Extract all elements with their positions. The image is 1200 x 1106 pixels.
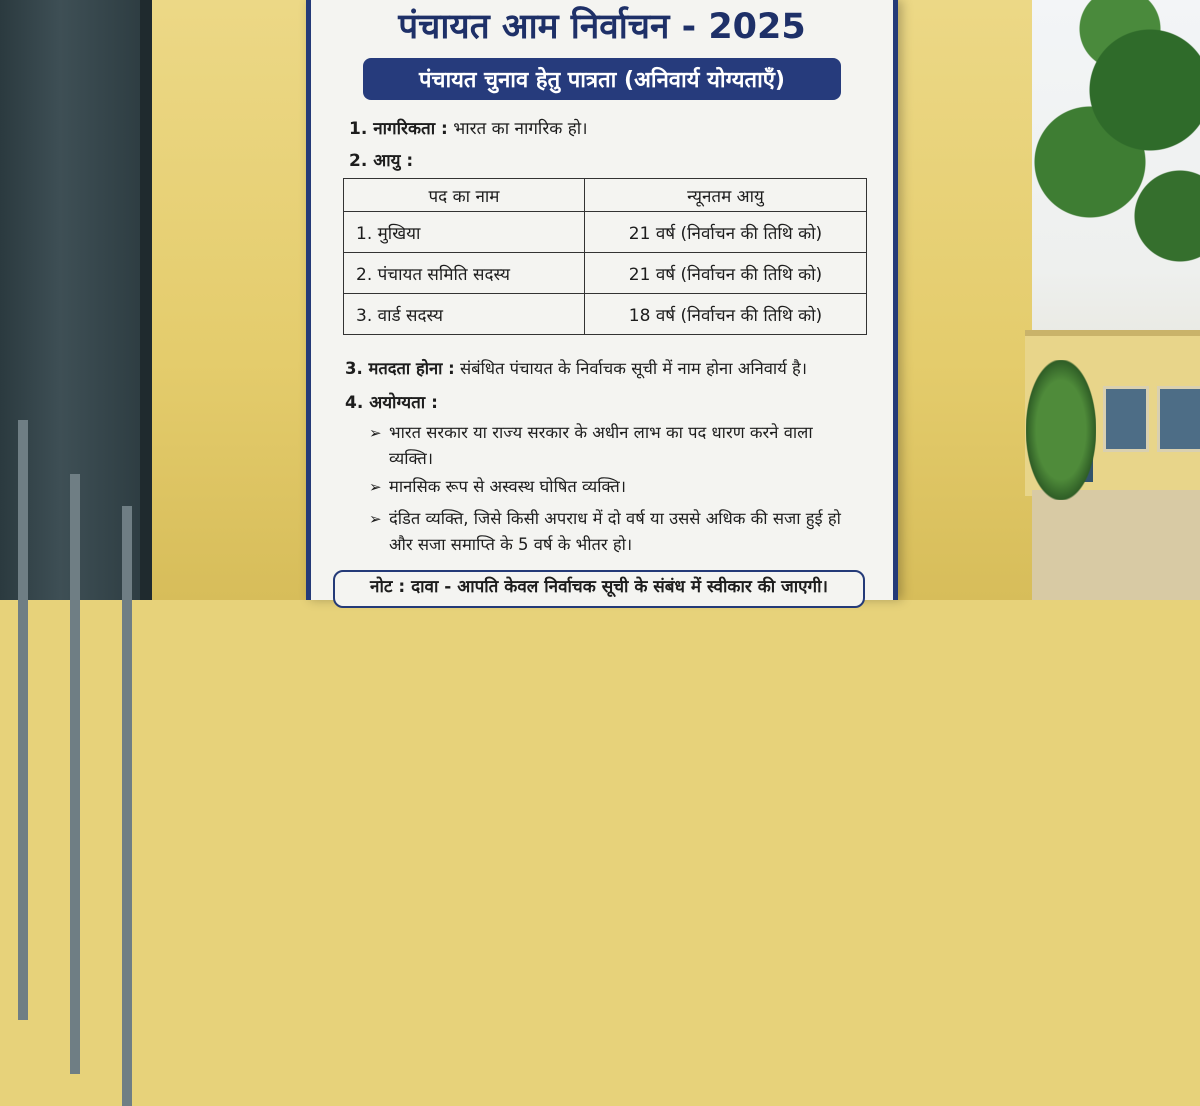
list-item-text: दंडित व्यक्ति, जिसे किसी अपराध में दो वर्ष या उससे अधिक की सजा हुई हो और सजा समाप्ति के 5 वर्ष के भीतर हो। — [389, 509, 841, 554]
age-label: 2. आयु : — [349, 151, 414, 171]
table-row — [344, 253, 867, 294]
ground — [1032, 490, 1200, 600]
citizenship-label: 1. नागरिकता : — [349, 119, 448, 139]
table-row — [344, 212, 867, 253]
building-window — [1103, 386, 1149, 452]
arrow-bullet-icon: ➢ — [369, 478, 382, 496]
list-item — [369, 474, 849, 500]
min-age: 21 वर्ष (निर्वाचन की तिथि को) — [585, 253, 867, 294]
voter-value: संबंधित पंचायत के निर्वाचक सूची में नाम होना अनिवार्य है। — [460, 359, 808, 378]
min-age: 21 वर्ष (निर्वाचन की तिथि को) — [585, 212, 867, 253]
post-name: 3. वार्ड सदस्य — [344, 294, 585, 335]
voter-line — [345, 356, 807, 379]
post-name: 1. मुखिया — [344, 212, 585, 253]
disqualification-label: 4. अयोग्यता : — [345, 393, 438, 413]
building-window — [1157, 386, 1200, 452]
window-bar — [18, 420, 28, 1020]
arrow-bullet-icon: ➢ — [369, 510, 382, 528]
min-age: 18 वर्ष (निर्वाचन की तिथि को) — [585, 294, 867, 335]
table-header-row — [344, 179, 867, 212]
voter-label: 3. मतदता होना : — [345, 359, 455, 378]
tree-foliage — [1010, 0, 1200, 360]
board-title: पंचायत आम निर्वाचन - 2025 — [398, 7, 806, 47]
citizenship-line — [349, 116, 588, 139]
age-table — [343, 178, 867, 335]
notice-board — [306, 0, 898, 600]
list-item — [369, 420, 849, 472]
window-bar — [70, 474, 80, 1074]
shrub — [1026, 360, 1096, 500]
age-heading — [349, 148, 413, 171]
list-item — [369, 506, 849, 558]
citizenship-value: भारत का नागरिक हो। — [453, 119, 588, 139]
barred-window — [0, 0, 152, 600]
table-header-min-age: न्यूनतम आयु — [585, 179, 867, 212]
window-bar — [122, 506, 132, 1106]
note-box: नोट : दावा - आपति केवल निर्वाचक सूची के संबंध में स्वीकार की जाएगी। — [333, 570, 865, 608]
table-row — [344, 294, 867, 335]
eligibility-banner: पंचायत चुनाव हेतु पात्रता (अनिवार्य योग्यताएँ) — [363, 58, 841, 100]
post-name: 2. पंचायत समिति सदस्य — [344, 253, 585, 294]
list-item-text: भारत सरकार या राज्य सरकार के अधीन लाभ का पद धारण करने वाला व्यक्ति। — [389, 423, 813, 468]
disqualification-heading — [345, 390, 438, 413]
table-header-post: पद का नाम — [344, 179, 585, 212]
list-item-text: मानसिक रूप से अस्वस्थ घोषित व्यक्ति। — [389, 477, 627, 496]
arrow-bullet-icon: ➢ — [369, 424, 382, 442]
